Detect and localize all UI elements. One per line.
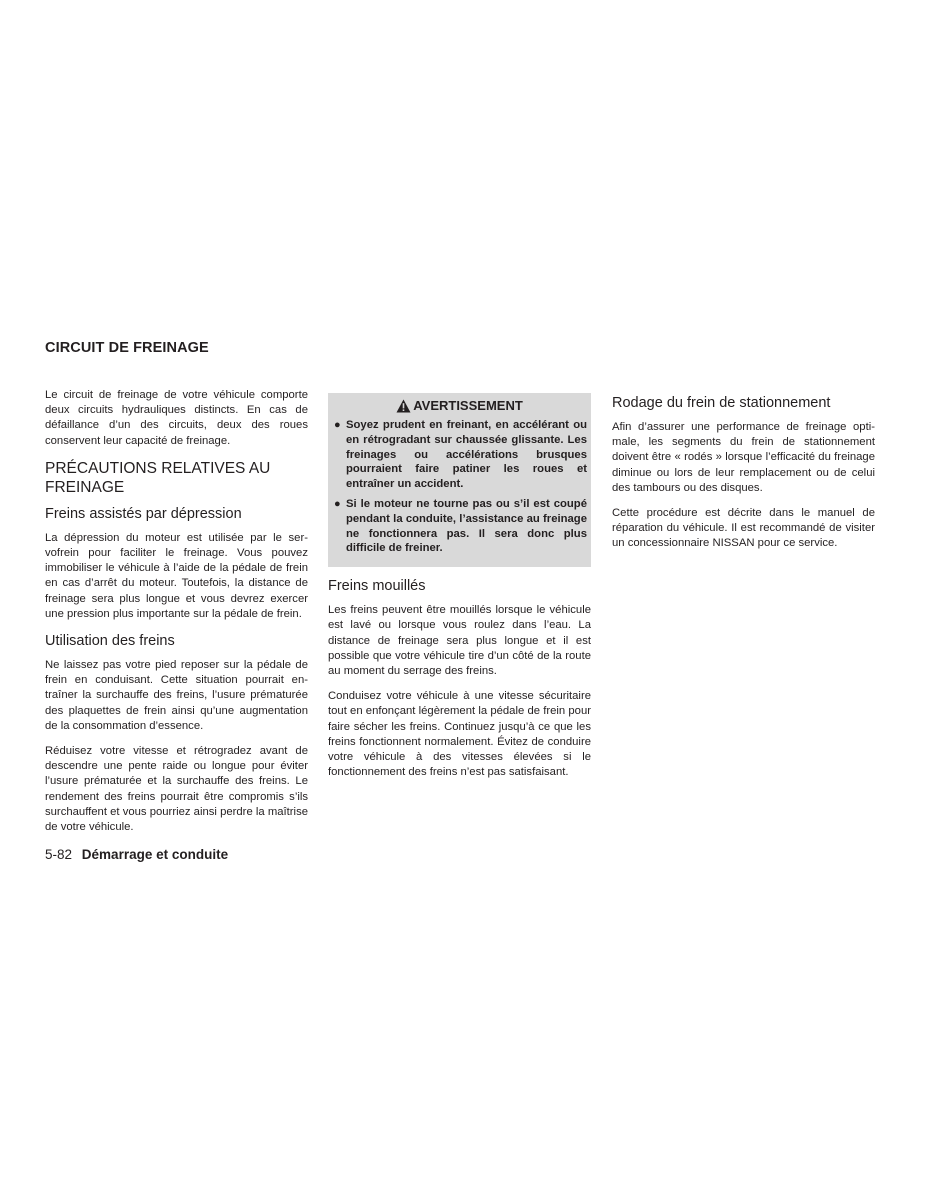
parking-brake-heading: Rodage du frein de stationnement xyxy=(612,395,831,411)
wet-brakes-heading: Freins mouillés xyxy=(328,578,426,595)
column-left xyxy=(45,388,308,845)
warning-item xyxy=(332,418,587,492)
precautions-heading: PRÉCAUTIONS RELATIVES AU FREINAGE xyxy=(45,459,271,496)
parking-brake-paragraph-1: Afin d’assurer une performance de freinage optimale, les segments du frein de stationnement doivent être « rodés » lorsque l’efficacité du freinage diminue ou lors de leur remplacement ou de celui des tambours ou des disques. xyxy=(612,421,875,494)
chapter-title: Démarrage et conduite xyxy=(81,847,229,862)
warning-item-text: Soyez prudent en freinant, en accélérant ou en rétrogradant sur chaussée glissante. Les freinages ou accélérations brusques pourraient faire patiner les roues et entraîner un accident. xyxy=(346,419,587,491)
assisted-brakes-heading: Freins assistés par dépression xyxy=(45,505,242,522)
intro-paragraph: Le circuit de freinage de votre véhicule comporte deux circuits hydrauliques distincts. En cas de défaillance d’un des circuits, deux des roues conservent leur capacité de freinage. xyxy=(45,389,308,447)
warning-box xyxy=(328,393,591,567)
brake-usage-heading: Utilisation des freins xyxy=(45,633,175,650)
warning-item-text: Si le moteur ne tourne pas ou s’il est coupé pendant la conduite, l’assistance au freinage ne fonctionnera pas. Il sera donc plus difficile de freiner. xyxy=(346,497,587,555)
warning-header xyxy=(332,397,587,414)
brake-usage-paragraph-2: Réduisez votre vitesse et rétrogradez avant de descendre une pente raide ou longue pour éviter l’usure prématurée et la surchauffe des freins. Le rendement des freins pourrait être compromis s’ils surchauffent et vous pourriez ainsi perdre la maîtrise de votre véhicule. xyxy=(45,745,308,834)
section-title: CIRCUIT DE FREINAGE xyxy=(45,340,209,356)
warning-triangle-icon xyxy=(396,399,411,413)
wet-brakes-paragraph-1: Les freins peuvent être mouillés lorsque le véhicule est lavé ou lorsque vous roulez dans l’eau. La distance de freinage sera plus longue et il est possible que votre véhicule tire d’un côté de la route au moment du serrage des freins. xyxy=(328,604,591,677)
warning-item xyxy=(332,497,587,556)
assisted-brakes-paragraph: La dépression du moteur est utilisée par le servofrein pour faciliter le freinage. Vous pouvez immobiliser le véhicule à l’aide de la pédale de frein en cas d’arrêt du moteur. Toutefois, la distance de freinage sera plus longue et vous devrez exercer une pression plus importante sur la pédale de frein. xyxy=(45,531,308,620)
warning-title: AVERTISSEMENT xyxy=(413,398,523,413)
column-middle xyxy=(328,393,591,790)
page-footer xyxy=(45,847,228,862)
bullet-icon: ● xyxy=(334,419,341,431)
column-right xyxy=(612,390,875,562)
brake-usage-paragraph-1: Ne laissez pas votre pied reposer sur la pédale de frein en conduisant. Cette situation pourrait entraîner la surchauffe des freins, l’usure prématurée des plaquettes de frein ainsi qu’une augmentation de la consommation d’essence. xyxy=(45,659,308,732)
bullet-icon: ● xyxy=(334,497,341,510)
wet-brakes-paragraph-2: Conduisez votre véhicule à une vitesse sécuritaire tout en enfonçant légèrement la pédale de frein pour faire sécher les freins. Continuez jusqu’à ce que les freins fonctionnent normalement. Évitez de conduire votre véhicule à des vitesses élevées si le fonctionnement des freins n’est pas satisfaisant. xyxy=(328,690,591,779)
parking-brake-paragraph-2: Cette procédure est décrite dans le manuel de réparation du véhicule. Il est recommandé de visiter un concessionnaire NISSAN pour ce service. xyxy=(612,507,875,550)
page-number: 5-82 xyxy=(45,847,73,862)
